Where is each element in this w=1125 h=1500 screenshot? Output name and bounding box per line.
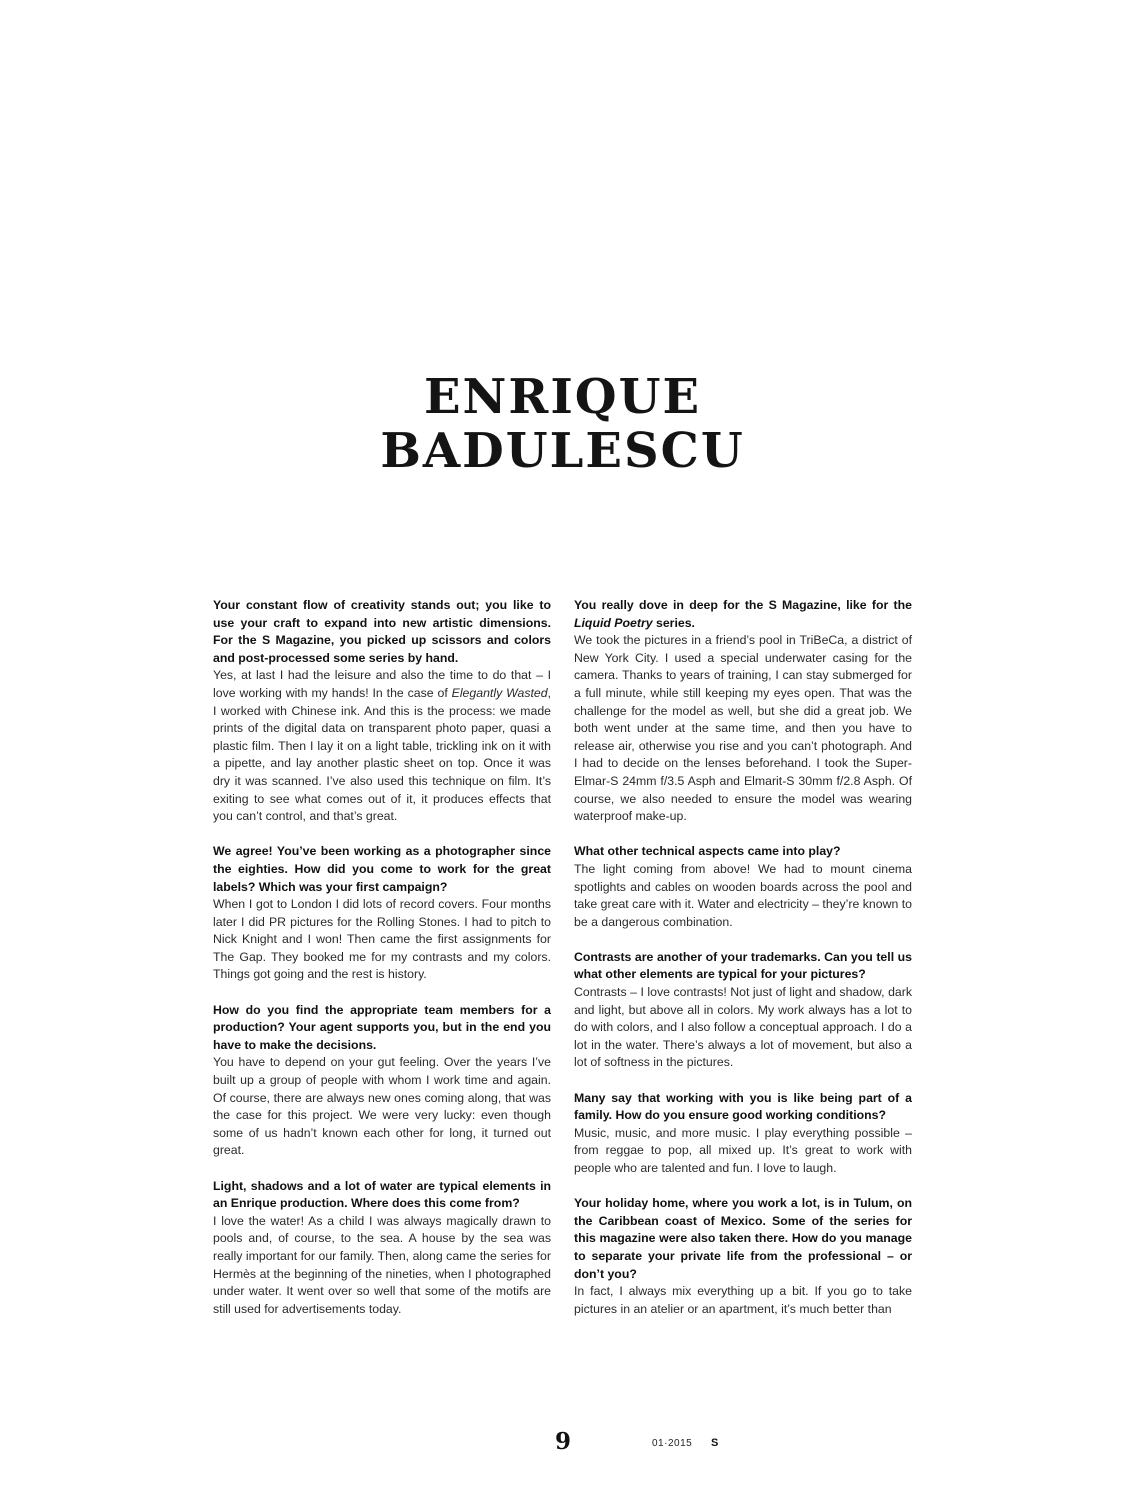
question-text: You really dove in deep for the S Magazine, like for the (574, 598, 912, 612)
answer: We took the pictures in a friend’s pool in TriBeCa, a district of New York City. I used a special underwater casing for the camera. Thanks to years of training, I can stay submerged for a full minute, while still keeping my eyes open. That was the challenge for the model as well, but she did a great job. We both went under at the same time, and then you have to release air, otherwise you rise and you can’t photograph. And I had to decide on the lenses beforehand. I took the Super-Elmar-S 24mm f/3.5 Asph and Elmarit-S 30mm f/2.8 Asph. Of course, we also needed to ensure the model was wearing waterproof make-up. (574, 633, 912, 824)
question (574, 597, 912, 632)
qa-block (574, 1090, 912, 1178)
answer: When I got to London I did lots of record covers. Four months later I did PR pictures for the Rolling Stones. I had to pitch to Nick Knight and I won! Then came the first assignments for The Gap. They booked me for my contrasts and my colors. Things got going and the rest is history. (213, 897, 551, 982)
qa-block (574, 597, 912, 826)
article-title (0, 370, 1125, 478)
question: We agree! You’ve been working as a photographer since the eighties. How did you come to work for the great labels? Which was your first campaign? (213, 844, 551, 894)
answer: You have to depend on your gut feeling. Over the years I’ve built up a group of people with whom I work time and again. Of course, there are always new ones coming along, that was the case for this project. We were very lucky: even though some of us hadn’t known each other for long, it turned out great. (213, 1055, 551, 1158)
qa-block (574, 843, 912, 931)
qa-block (574, 1195, 912, 1318)
title-line-first-name: ENRIQUE (423, 369, 702, 425)
page-number: 9 (554, 1428, 571, 1455)
title-line-last-name: BADULESCU (380, 423, 745, 479)
answer (213, 667, 551, 825)
question: Light, shadows and a lot of water are typical elements in an Enrique production. Where does this come from? (213, 1178, 551, 1211)
answer: Contrasts – I love contrasts! Not just of light and shadow, dark and light, but above all in colors. My work always has a lot to do with colors, and I also follow a conceptual approach. I do a lot in the water. There’s always a lot of movement, but also a lot of softness in the pictures. (574, 985, 912, 1070)
question: Your constant flow of creativity stands out; you like to use your craft to expand into new artistic dimensions. For the S Magazine, you picked up scissors and colors and post-processed some series by hand. (213, 598, 551, 665)
right-column (574, 597, 912, 1336)
series-title: Liquid Poetry (574, 615, 653, 630)
qa-block (213, 597, 551, 826)
question: What other technical aspects came into play? (574, 844, 841, 859)
answer-text: Yes, at last I had the leisure and also the time to do that – I love working with my hands! In the case of (213, 668, 551, 700)
answer: In fact, I always mix everything up a bit. If you go to take pictures in an atelier or an apartment, it’s much better than (574, 1284, 912, 1316)
qa-block (574, 949, 912, 1072)
answer: The light coming from above! We had to mount cinema spotlights and cables on wooden boards across the pool and take great care with it. Water and electricity – they’re known to be a dangerous combination. (574, 861, 912, 929)
magazine-brand: S (711, 1437, 719, 1449)
question-text: series. (652, 615, 695, 630)
issue-date: 01·2015 (652, 1438, 693, 1449)
question: How do you find the appropriate team members for a production? Your agent supports you, but in the end you have to make the decisions. (213, 1002, 551, 1052)
answer-text: , I worked with Chinese ink. And this is the process: we made prints of the digital data on transparent photo paper, quasi a plastic film. Then I lay it on a light table, trickling ink on it with a pipette, and lay another plastic sheet on top. Once it was dry it was scanned. I’ve also used this technique on film. It’s exiting to see what comes out of it, it produces effects that you can’t control, and that’s great. (213, 685, 551, 824)
question: Many say that working with you is like being part of a family. How do you ensure good working conditions? (574, 1090, 912, 1123)
qa-block (213, 1002, 551, 1160)
question: Your holiday home, where you work a lot, is in Tulum, on the Caribbean coast of Mexico. Some of the series for this magazine were also taken there. How do you manage to separate your private life from the professional – or don’t you? (574, 1196, 912, 1281)
qa-block (213, 1178, 551, 1319)
answer: Music, music, and more music. I play everything possible – from reggae to pop, all mixed up. It’s great to work with people who are talented and fun. I love to laugh. (574, 1125, 912, 1175)
qa-block (213, 843, 551, 984)
left-column (213, 597, 551, 1336)
answer: I love the water! As a child I was always magically drawn to pools and, of course, to the sea. A house by the sea was really important for our family. Then, along came the series for Hermès at the beginning of the nineties, when I photographed under water. It went over so well that some of the motifs are still used for advertisements today. (213, 1213, 551, 1316)
question: Contrasts are another of your trademarks. Can you tell us what other elements are typical for your pictures? (574, 949, 912, 982)
series-title: Elegantly Wasted (451, 685, 548, 700)
